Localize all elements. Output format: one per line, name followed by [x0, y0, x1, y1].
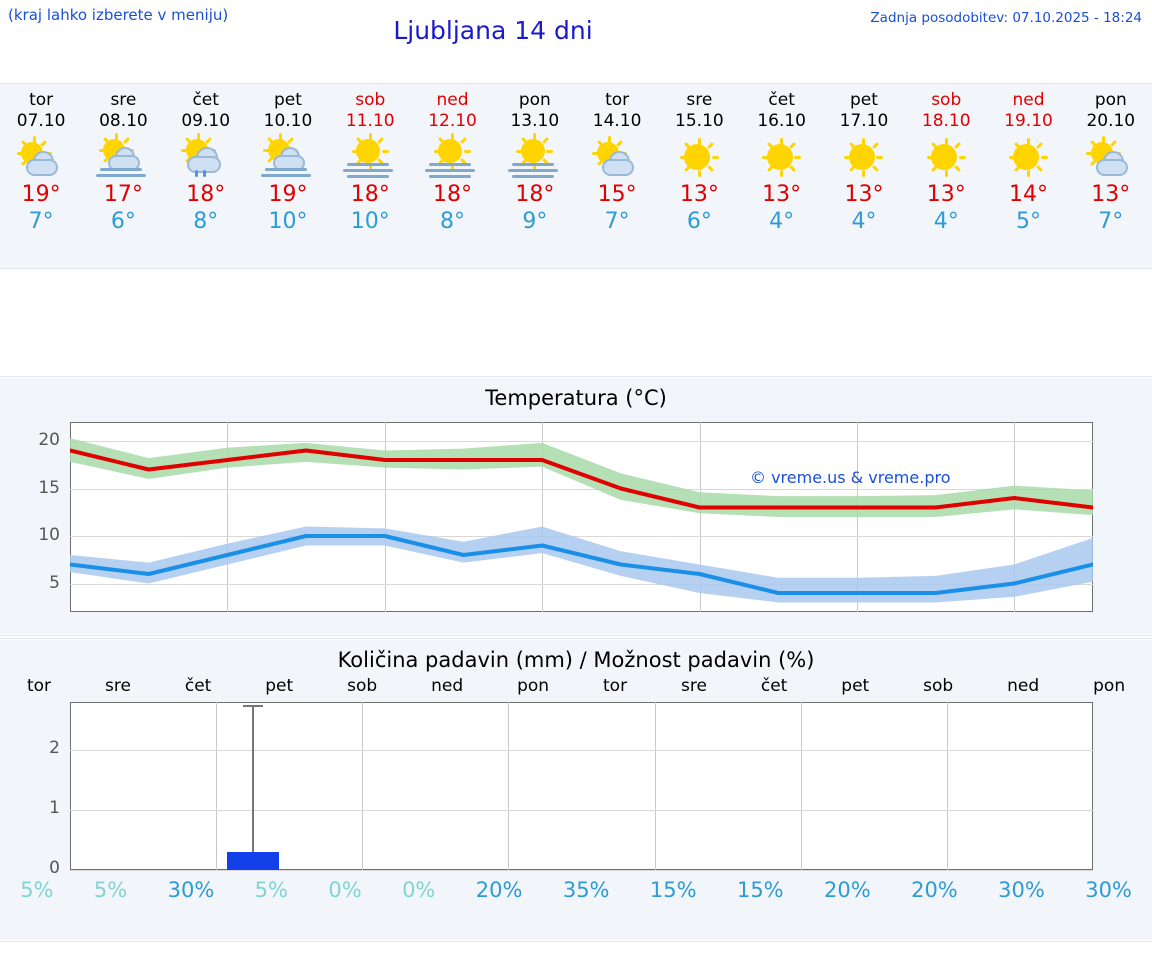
precipitation-day-labels — [0, 676, 1152, 696]
gridline-horizontal — [70, 750, 1093, 751]
precip-bar — [227, 852, 279, 870]
forecast-day — [165, 84, 247, 268]
day-temp-max: 19° — [21, 182, 61, 207]
day-name: čet — [768, 90, 795, 110]
day-date: 15.10 — [675, 111, 724, 131]
gridline-horizontal — [70, 810, 1093, 811]
precip-day-label: sob — [923, 676, 954, 696]
forecast-day — [905, 84, 987, 268]
day-date: 18.10 — [921, 111, 971, 131]
sun-cloud-icon — [0, 135, 82, 181]
gridline-vertical — [801, 702, 802, 870]
precip-probability: 20% — [475, 878, 523, 902]
sun-cloud-icon — [1070, 135, 1152, 181]
precip-day-label: sob — [347, 676, 378, 696]
day-date: 19.10 — [1004, 111, 1053, 131]
sun-cloud-bars-icon — [247, 135, 329, 181]
precip-day-label: ned — [431, 676, 464, 696]
divider — [0, 635, 1152, 636]
day-name: sre — [110, 90, 137, 110]
day-date: 09.10 — [181, 111, 231, 131]
day-temp-max: 19° — [268, 182, 308, 207]
day-temp-min: 4° — [933, 209, 959, 234]
day-name: ned — [436, 90, 469, 110]
day-date: 13.10 — [510, 111, 560, 131]
precip-day-label: pet — [841, 676, 870, 696]
day-temp-min: 7° — [28, 209, 54, 234]
last-updated: Zadnja posodobitev: 07.10.2025 - 18:24 — [870, 10, 1142, 26]
day-temp-max: 13° — [679, 182, 719, 207]
day-temp-max: 18° — [186, 182, 226, 207]
precip-probability: 5% — [20, 878, 54, 902]
forecast-day — [576, 84, 658, 268]
precip-probability: 20% — [911, 878, 958, 902]
sun-bars-icon — [411, 135, 493, 181]
day-temp-max: 18° — [515, 182, 555, 207]
day-date: 11.10 — [345, 111, 395, 131]
day-temp-min: 6° — [110, 209, 136, 234]
day-date: 17.10 — [839, 111, 889, 131]
page-header — [0, 0, 1152, 62]
day-temp-min: 7° — [1098, 209, 1124, 234]
day-temp-min: 4° — [769, 209, 795, 234]
precip-probability: 0% — [402, 878, 436, 902]
divider — [0, 83, 1152, 84]
day-name: sob — [355, 90, 386, 110]
plot-frame — [70, 702, 1093, 870]
forecast-days — [0, 84, 1152, 268]
precip-probability: 30% — [167, 878, 215, 902]
page-title: Ljubljana 14 dni — [393, 16, 593, 45]
precip-day-label: sre — [104, 676, 131, 696]
day-name: pet — [849, 90, 878, 110]
sun-icon — [987, 135, 1069, 181]
day-temp-max: 15° — [597, 182, 637, 207]
forecast-day — [411, 84, 493, 268]
precip-day-label: tor — [26, 676, 52, 696]
forecast-day — [247, 84, 329, 268]
sun-icon — [741, 135, 823, 181]
day-temp-max: 18° — [433, 182, 473, 207]
y-axis-tick-label: 20 — [38, 430, 60, 450]
precip-day-label: čet — [760, 676, 788, 696]
day-temp-min: 6° — [686, 209, 712, 234]
y-axis-tick-label: 1 — [49, 798, 60, 818]
precip-day-label: čet — [184, 676, 212, 696]
precip-probability: 15% — [736, 878, 784, 902]
precip-day-label: pon — [1093, 676, 1126, 696]
gridline-horizontal — [70, 870, 1093, 871]
precip-day-label: tor — [603, 676, 628, 696]
day-name: tor — [605, 90, 630, 110]
day-temp-min: 9° — [522, 209, 548, 234]
forecast-day — [823, 84, 905, 268]
sun-cloud-icon — [576, 135, 658, 181]
day-temp-min: 7° — [604, 209, 630, 234]
precip-probability: 35% — [562, 878, 610, 902]
day-date: 20.10 — [1086, 111, 1136, 131]
precip-probability: 30% — [1085, 878, 1132, 902]
day-temp-max: 17° — [103, 182, 143, 207]
day-name: sre — [686, 90, 713, 110]
forecast-day — [1070, 84, 1152, 268]
watermark: © vreme.us & vreme.pro — [750, 468, 951, 487]
gridline-vertical — [947, 702, 948, 870]
sun-bars-icon — [494, 135, 576, 181]
precip-probability: 15% — [649, 878, 697, 902]
sun-cloud-rain-icon — [165, 135, 247, 181]
precipitation-plot-area — [49, 702, 1093, 878]
day-name: pon — [518, 90, 551, 110]
forecast-day — [82, 84, 164, 268]
day-date: 07.10 — [16, 111, 66, 131]
gridline-vertical — [362, 702, 363, 870]
precipitation-probabilities — [0, 878, 1152, 902]
forecast-day — [658, 84, 740, 268]
day-date: 14.10 — [592, 111, 642, 131]
divider — [0, 638, 1152, 639]
sun-icon — [823, 135, 905, 181]
precip-probability: 30% — [998, 878, 1045, 902]
precipitation-chart-title: Količina padavin (mm) / Možnost padavin (%) — [337, 648, 815, 672]
menu-note: (kraj lahko izberete v meniju) — [8, 6, 229, 24]
day-temp-min: 10° — [268, 209, 308, 234]
day-name: ned — [1012, 90, 1045, 110]
temperature-plot-area — [38, 422, 1093, 612]
precip-day-label: ned — [1007, 676, 1040, 696]
precip-error-bar — [252, 705, 254, 870]
precip-probability: 20% — [824, 878, 871, 902]
day-temp-max: 13° — [844, 182, 884, 207]
sun-icon — [658, 135, 740, 181]
precip-day-label: pon — [517, 676, 550, 696]
forecast-day — [329, 84, 411, 268]
y-axis-tick-label: 5 — [49, 572, 60, 593]
divider — [0, 941, 1152, 942]
divider — [0, 268, 1152, 269]
day-name: pet — [274, 90, 302, 110]
day-name: pon — [1094, 90, 1127, 110]
day-temp-max: 14° — [1009, 182, 1049, 207]
gridline-vertical — [216, 702, 217, 870]
forecast-day — [741, 84, 823, 268]
precip-day-label: pet — [265, 676, 294, 696]
day-temp-max: 13° — [762, 182, 802, 207]
precip-probability: 5% — [254, 878, 288, 902]
temperature-chart — [0, 378, 1152, 634]
day-temp-min: 8° — [193, 209, 219, 234]
forecast-day — [0, 84, 82, 268]
day-date: 16.10 — [757, 111, 806, 131]
day-temp-min: 4° — [851, 209, 877, 234]
sun-bars-icon — [329, 135, 411, 181]
sun-cloud-bars-icon — [82, 135, 164, 181]
day-date: 08.10 — [99, 111, 148, 131]
day-temp-min: 8° — [440, 209, 466, 234]
day-temp-min: 5° — [1016, 209, 1042, 234]
temperature-chart-title: Temperatura (°C) — [485, 386, 667, 410]
day-temp-max: 13° — [1091, 182, 1131, 207]
y-axis-tick-label: 15 — [38, 477, 60, 498]
y-axis-tick-label: 0 — [49, 858, 60, 878]
y-axis-tick-label: 2 — [49, 738, 60, 758]
day-temp-max: 13° — [926, 182, 966, 207]
precipitation-chart — [0, 640, 1152, 940]
precip-probability: 5% — [93, 878, 128, 902]
day-temp-max: 18° — [350, 182, 390, 207]
forecast-strip — [0, 84, 1152, 268]
y-axis-tick-label: 10 — [38, 525, 60, 545]
sun-icon — [905, 135, 987, 181]
day-date: 10.10 — [263, 111, 313, 131]
precip-day-label: sre — [681, 676, 707, 696]
divider — [0, 376, 1152, 377]
forecast-day — [987, 84, 1069, 268]
gridline-vertical — [655, 702, 656, 870]
day-name: tor — [29, 90, 54, 110]
day-name: čet — [192, 90, 219, 110]
day-name: sob — [931, 90, 962, 110]
temperature-series — [70, 422, 1093, 612]
day-date: 12.10 — [428, 111, 477, 131]
precip-probability: 0% — [328, 878, 362, 902]
precip-error-cap — [243, 705, 263, 707]
day-temp-min: 10° — [350, 209, 390, 234]
forecast-day — [494, 84, 576, 268]
gridline-vertical — [508, 702, 509, 870]
